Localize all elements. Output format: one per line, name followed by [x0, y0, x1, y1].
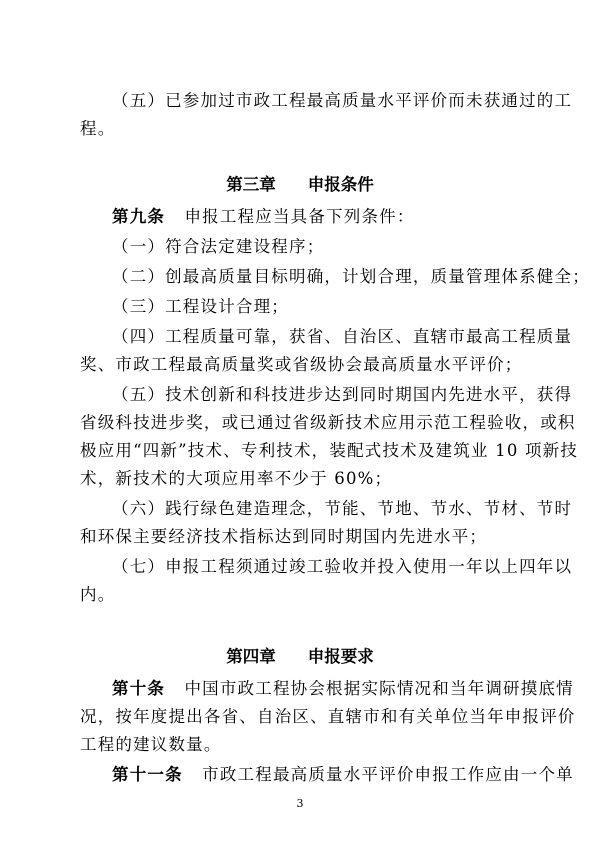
list-item: （五）技术创新和科技进步达到同时期国内先进水平，获得	[112, 385, 573, 404]
article-11	[112, 765, 574, 785]
article-lead: 第十条	[112, 679, 166, 698]
article-lead: 第九条	[112, 207, 166, 226]
list-item: 内。	[80, 585, 116, 604]
list-item: 极应用“四新”技术、专利技术，装配式技术及建筑业 10 项新技	[80, 441, 579, 460]
list-item: （二）创最高质量目标明确，计划合理，质量管理体系健全；	[112, 267, 590, 286]
list-item: （六）践行绿色建造理念，节能、节地、节水、节材、节时	[112, 499, 573, 518]
article-text: 申报工程应当具备下列条件：	[184, 207, 415, 226]
chapter-title: 申报条件	[307, 175, 374, 194]
list-item: 奖、市政工程最高质量奖或省级协会最高质量水平评价；	[80, 355, 523, 374]
text-line: 工程的建议数量。	[80, 735, 222, 754]
text-line: 况，按年度提出各省、自治区、直辖市和有关单位当年申报评价	[80, 707, 576, 726]
chapter-heading	[0, 647, 600, 667]
chapter-number: 第三章	[226, 175, 276, 194]
list-item: （一）符合法定建设程序；	[112, 237, 325, 256]
list-item: （四）工程质量可靠，获省、自治区、直辖市最高工程质量	[112, 327, 573, 346]
text-line: （五）已参加过市政工程最高质量水平评价而未获通过的工	[112, 91, 573, 110]
article-9	[112, 207, 530, 227]
chapter-heading	[0, 175, 600, 195]
text-line: 程。	[80, 119, 116, 138]
chapter-title: 申报要求	[307, 647, 374, 666]
list-item: 术，新技术的大项应用率不少于 60%；	[80, 469, 393, 488]
article-lead: 第十一条	[112, 765, 183, 784]
page-number: 3	[296, 797, 304, 810]
list-item: （七）申报工程须通过竣工验收并投入使用一年以上四年以	[112, 557, 573, 576]
chapter-number: 第四章	[226, 647, 276, 666]
list-item: 省级科技进步奖，或已通过省级新技术应用示范工程验收，或积	[80, 413, 576, 432]
article-text: 市政工程最高质量水平评价申报工作应由一个单	[202, 765, 574, 784]
article-text: 中国市政工程协会根据实际情况和当年调研摸底情	[184, 679, 574, 698]
list-item: （三）工程设计合理；	[112, 297, 289, 316]
article-10	[112, 679, 574, 699]
list-item: 和环保主要经济技术指标达到同时期国内先进水平；	[80, 527, 488, 546]
